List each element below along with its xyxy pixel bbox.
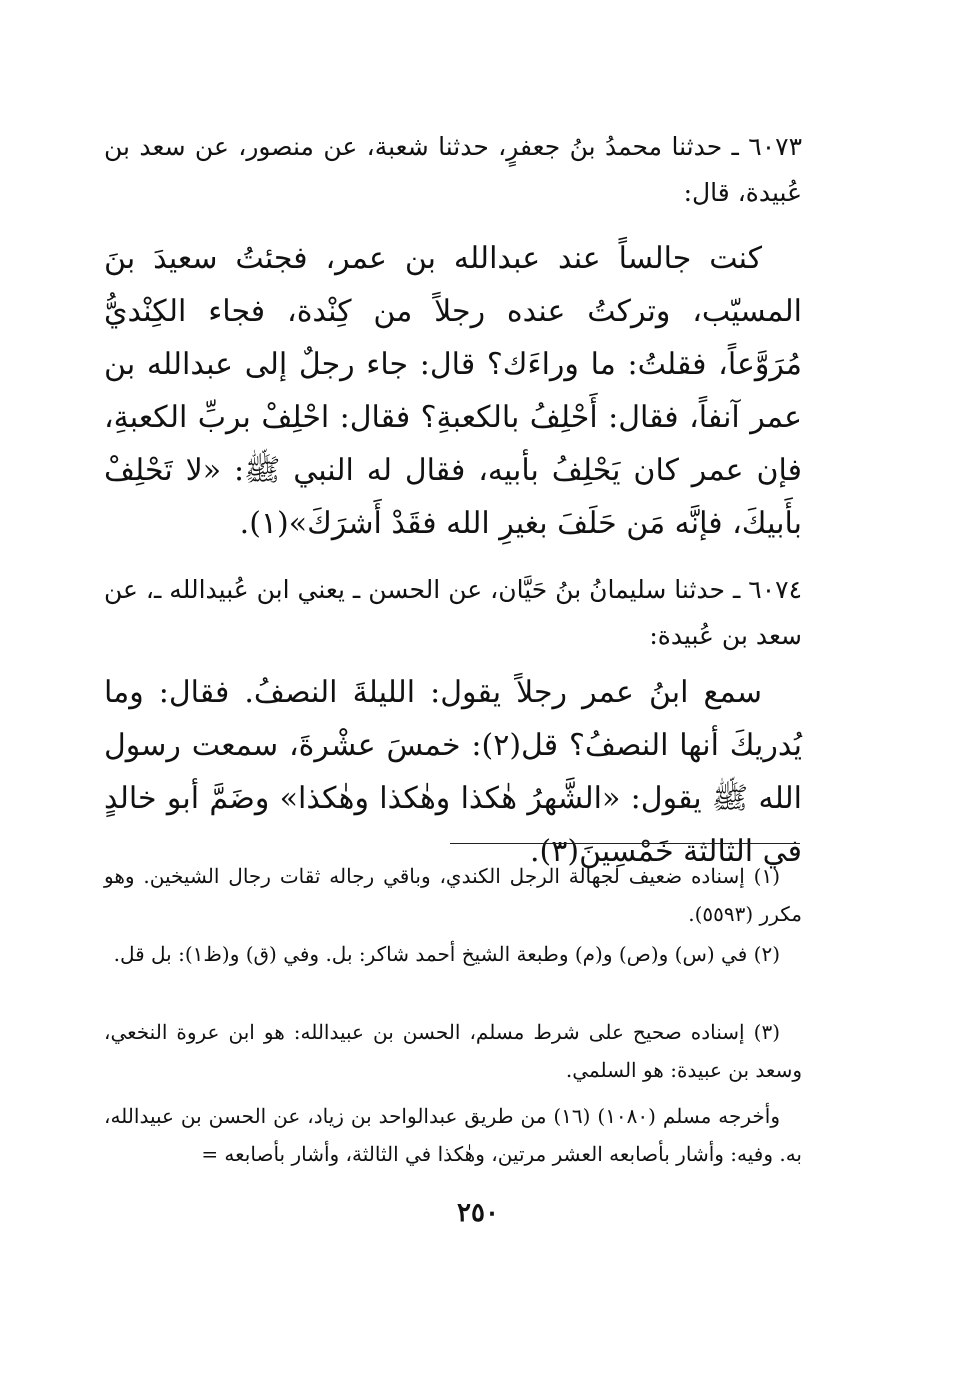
hadith-6074-matn xyxy=(104,666,802,878)
footnote-3-text: (٣) إسناده صحيح على شرط مسلم، الحسن بن عبيدالله: هو ابن عروة النخعي، وسعد بن عبيدة: هو السلمي. xyxy=(104,1020,802,1082)
hadith-6073-matn xyxy=(104,232,802,550)
footnote-1 xyxy=(104,857,802,933)
hadith-6073-isnad-text: ٦٠٧٣ ـ حدثنا محمدُ بنُ جعفرٍ، حدثنا شعبة، عن منصور، عن سعد بن عُبيدة، قال: xyxy=(104,132,802,207)
footnote-3-continuation-text: وأخرجه مسلم (١٠٨٠) (١٦) من طريق عبدالواحد بن زياد، عن الحسن بن عبيدالله، به. وفيه: وأشار بأصابعه العشر مرتين، وهٰكذا في الثالثة، وأشار بأصابعه = xyxy=(104,1104,802,1166)
footnote-1-text: (١) إسناده ضعيف لجهالة الرجل الكندي، وباقي رجاله ثقات رجال الشيخين. وهو مكرر (٥٥٩٣). xyxy=(104,864,802,926)
footnote-separator xyxy=(450,843,800,844)
footnote-3-continuation xyxy=(104,1097,802,1173)
footnote-3 xyxy=(104,1013,802,1089)
hadith-6074-isnad-text: ٦٠٧٤ ـ حدثنا سليمانُ بنُ حَيَّان، عن الحسن ـ يعني ابن عُبيدالله ـ، عن سعد بن عُبيدة: xyxy=(104,575,802,650)
page-number: ٢٥٠ xyxy=(457,1198,499,1228)
hadith-6073-isnad xyxy=(104,124,802,216)
footnote-2-text: (٢) في (س) و(ص) و(م) وطبعة الشيخ أحمد شاكر: بل. وفي (ق) و(ظ١): بل قل. xyxy=(113,942,780,966)
footnote-2 xyxy=(104,935,802,973)
hadith-6073-matn-text: كنت جالساً عند عبدالله بن عمر، فجئتُ سعيدَ بنَ المسيّب، وتركتُ عنده رجلاً من كِنْدة، فجاء الكِنْديُّ مُرَوَّعاً، فقلتُ: ما وراءَك؟ قال: جاء رجلٌ إلى عبدالله بن عمر آنفاً، فقال: أَحْلِفُ بالكعبةِ؟ فقال: احْلِفْ بربِّ الكعبةِ، فإن عمر كان يَحْلِفُ بأبيه، فقال له النبي ﷺ: «لا تَحْلِفْ بأَبيكَ، فإنَّه مَن حَلَفَ بغيرِ الله فقَدْ أَشرَكَ»(١). xyxy=(104,241,802,541)
hadith-6074-isnad xyxy=(104,567,802,659)
hadith-6074-matn-text: سمع ابنُ عمر رجلاً يقول: الليلةَ النصفُ. فقال: وما يُدريكَ أنها النصفُ؟ قل(٢): خمسَ عشْرةَ، سمعت رسول الله ﷺ يقول: «الشَّهرُ هٰكذا وهٰكذا وهٰكذا» وضَمَّ أبو خالدٍ في الثالثة خَمْسِينَ(٣). xyxy=(104,675,802,869)
